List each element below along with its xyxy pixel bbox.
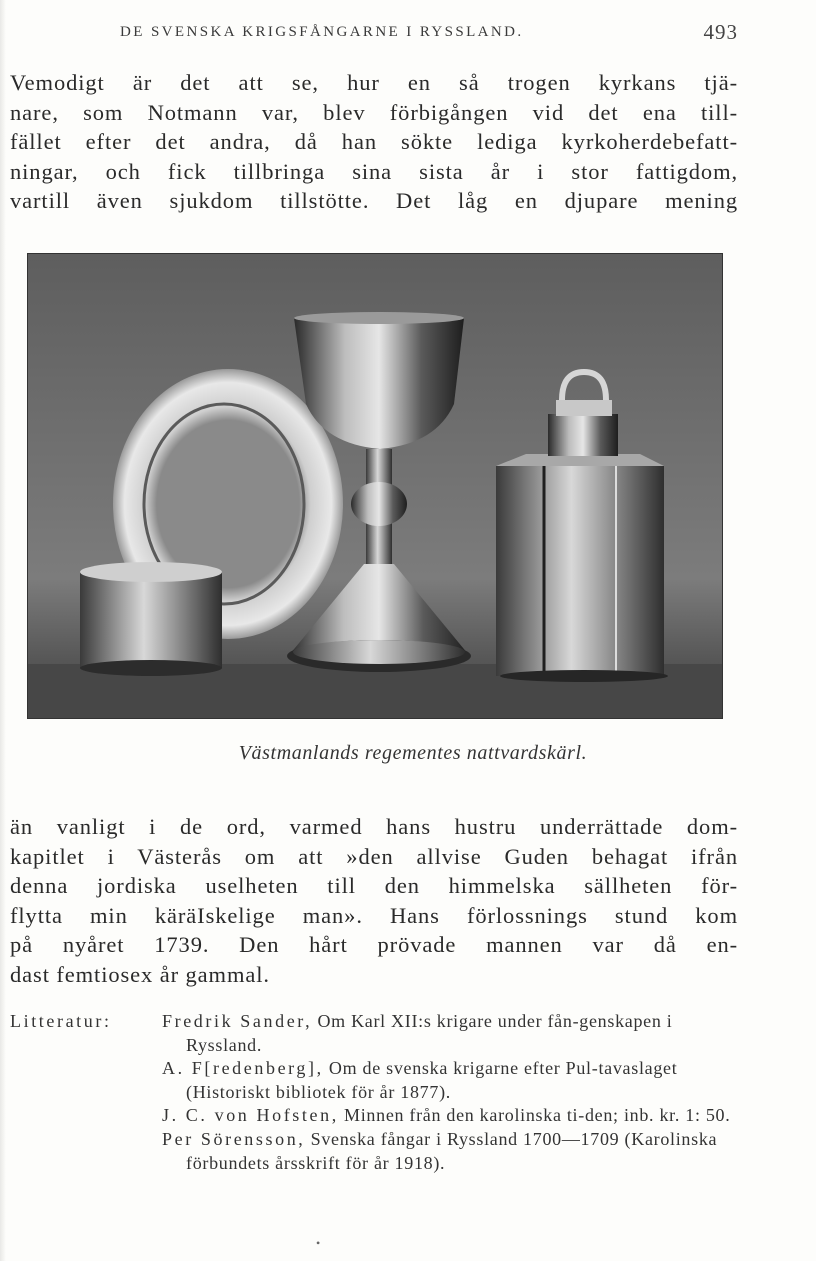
literature-text: Minnen från den karolinska ti-den; inb. kr. 1: 50. [338, 1105, 731, 1126]
literature-author: A. F[redenberg], [162, 1058, 324, 1079]
running-header-title: DE SVENSKA KRIGSFÅNGARNE I RYSSLAND. [120, 24, 524, 40]
text-line: fället efter det andra, då han sökte lediga kyrkoherdebefatt- [10, 129, 738, 155]
literature-list [162, 1010, 742, 1175]
text-line: ningar, och fick tillbringa sina sista år i stor fattigdom, [10, 158, 738, 184]
figure-caption: Västmanlands regementes nattvardskärl. [238, 742, 588, 764]
literature-author: Per Sörensson, [162, 1128, 306, 1149]
wafer-box [80, 572, 222, 668]
text-line: denna jordiska uselheten till den himmelska sällheten för- [10, 873, 738, 899]
literature-entry [162, 1128, 742, 1175]
literature-text: Om Karl XII:s krigare under fån-genskapen i Ryssland. [186, 1011, 673, 1055]
literature-text: Om de svenska krigarne efter Pul-tavaslaget (Historiskt bibliotek för år 1877). [186, 1058, 678, 1102]
communion-vessels-photo [27, 253, 723, 719]
paragraph-bottom [10, 812, 738, 990]
page-edge-shadow [0, 0, 6, 1261]
paragraph-top [10, 68, 738, 216]
communion-vessels-illustration [28, 254, 722, 718]
footer-mark: • [316, 1236, 321, 1250]
text-line: än vanligt i de ord, varmed hans hustru underrättade dom- [10, 814, 738, 839]
text-line: Vemodigt är det att se, hur en så trogen kyrkans tjä- [10, 70, 738, 95]
literature-entry [162, 1057, 742, 1104]
wine-flagon [496, 466, 664, 676]
text-line: dast femtiosex år gammal. [10, 961, 270, 987]
text-line: kapitlet i Västerås om att »den allvise Guden behagat ifrån [10, 843, 738, 869]
text-line: på nyåret 1739. Den hårt prövade mannen var då en- [10, 932, 738, 958]
literature-entry [162, 1010, 742, 1057]
literature-author: Fredrik Sander, [162, 1011, 313, 1031]
literature-entry [162, 1104, 742, 1128]
text-line: vartill även sjukdom tillstötte. Det låg en djupare mening [10, 188, 738, 214]
text-line: nare, som Notmann var, blev förbigången vid det ena till- [10, 99, 738, 125]
literature-label: Litteratur: [10, 1011, 112, 1031]
text-line: flytta min käräIskelige man». Hans förlossnings stund kom [10, 902, 738, 928]
page-number: 493 [703, 20, 738, 44]
literature-text: Svenska fångar i Ryssland 1700—1709 (Karolinska förbundets årsskrift för år 1918). [186, 1128, 718, 1173]
literature-author: J. C. von Hofsten, [162, 1105, 339, 1126]
